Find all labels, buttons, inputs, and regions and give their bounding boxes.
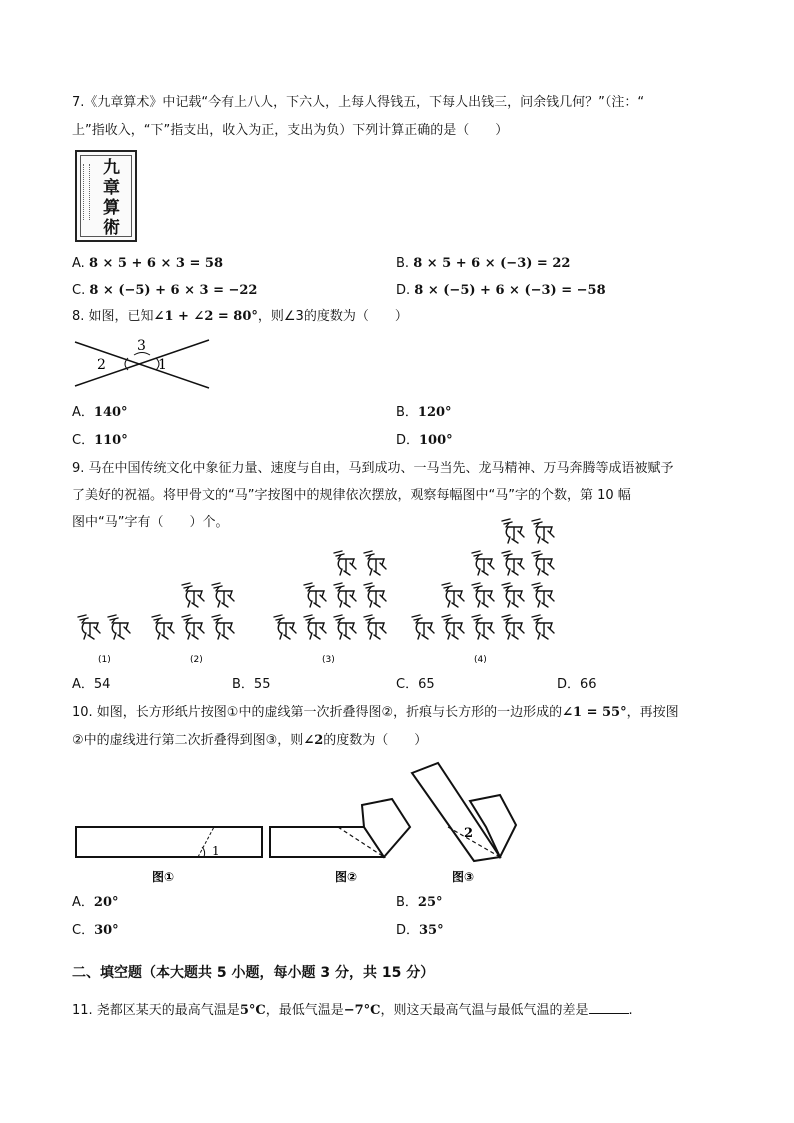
angle-label-2: 2 xyxy=(464,826,474,841)
option-label: A． xyxy=(72,405,94,420)
horse-glyph xyxy=(472,551,494,575)
option-label: B． xyxy=(232,677,254,692)
q10-math-b: ∠2 xyxy=(303,733,324,748)
q10-option-d[interactable] xyxy=(396,921,444,941)
option-label: A． xyxy=(72,677,94,692)
option-label: D. xyxy=(396,283,415,298)
q10-stem-line1 xyxy=(72,703,679,723)
q11-stem xyxy=(72,1001,633,1021)
horse-glyph xyxy=(442,583,464,607)
figure-label-2: 图② xyxy=(335,870,358,884)
horse-glyph xyxy=(152,615,174,639)
q8-option-c[interactable] xyxy=(72,431,128,451)
q7-option-c[interactable] xyxy=(72,281,257,301)
figure-1-rectangle xyxy=(76,827,262,857)
option-value: 110° xyxy=(94,433,128,448)
option-expr: 8 × (−5) + 6 × (−3) = −58 xyxy=(414,283,606,298)
q9-stem-line3: 图中“马”字有（ ）个。 xyxy=(72,515,229,530)
q10-text-c: ②中的虚线进行第二次折叠得到图③，则 xyxy=(72,733,304,748)
option-value: 120° xyxy=(417,405,452,420)
q9-stem-line2: 了美好的祝福。将甲骨文的“马”字按图中的规律依次摆放，观察每幅图中“马”字的个数，第 10 幅 xyxy=(72,488,631,503)
horse-glyph xyxy=(334,583,356,607)
section-2-title: 二、填空题（本大题共 5 小题，每小题 3 分，共 15 分） xyxy=(72,965,435,981)
figure-label-3: (3) xyxy=(322,655,335,665)
figure-label-1: 图① xyxy=(152,870,175,884)
q8-option-d[interactable] xyxy=(396,431,453,451)
horse-glyph xyxy=(364,583,386,607)
option-label: C． xyxy=(396,677,419,692)
figure-1-angle-arc xyxy=(202,847,205,857)
horse-glyph xyxy=(502,551,524,575)
q8-stem xyxy=(72,307,408,327)
option-label: C. xyxy=(72,283,90,298)
option-label: B． xyxy=(396,405,418,420)
angle-label-2: 2 xyxy=(97,357,106,373)
horse-glyph xyxy=(108,615,130,639)
horse-glyph xyxy=(334,551,356,575)
q10-option-a[interactable] xyxy=(72,893,119,913)
q8-stem-text-b: ，则∠3的度数为（ ） xyxy=(257,309,408,324)
option-value: 140° xyxy=(93,405,128,420)
q8-intersecting-lines-figure xyxy=(72,334,222,394)
horse-glyph xyxy=(472,583,494,607)
q8-option-b[interactable] xyxy=(396,403,452,423)
horse-glyph xyxy=(532,583,554,607)
q10-text-d: 的度数为（ ） xyxy=(323,733,428,748)
angle-label-3: 3 xyxy=(137,338,146,354)
option-label: C． xyxy=(72,433,95,448)
q9-stem-line1: 9. 马在中国传统文化中象征力量、速度与自由，马到成功、一马当先、龙马精神、万马奔腾等成语被赋予 xyxy=(72,461,674,476)
horse-glyph xyxy=(502,615,524,639)
horse-glyph xyxy=(78,615,100,639)
horse-glyph xyxy=(532,615,554,639)
q11-math-a: 5°C xyxy=(239,1003,266,1018)
figure-label-3: 图③ xyxy=(452,870,475,884)
option-expr: 8 × 5 + 6 × 3 = 58 xyxy=(88,256,223,271)
figure-label-1: (1) xyxy=(98,655,111,665)
option-value: 55 xyxy=(253,677,271,692)
figure-2-folded-part xyxy=(362,799,410,857)
horse-glyph xyxy=(532,551,554,575)
horse-glyph xyxy=(182,615,204,639)
option-label: A． xyxy=(72,895,94,910)
q7-stem-line1: 7.《九章算术》中记载“今有上八人，下六人，上每人得钱五，下每人出钱三，问余钱几何？”（注：“ xyxy=(72,95,645,110)
q8-option-a[interactable] xyxy=(72,403,128,423)
q10-text-a: 10. 如图，长方形纸片按图①中的虚线第一次折叠得图②，折痕与长方形的一边形成的 xyxy=(72,705,563,720)
option-label: A. xyxy=(72,256,89,271)
horse-glyph xyxy=(182,583,204,607)
horse-glyph xyxy=(364,615,386,639)
q10-text-b: ，再按图 xyxy=(626,705,679,720)
option-value: 30° xyxy=(94,923,119,938)
q9-option-d[interactable] xyxy=(557,675,597,695)
horse-glyph xyxy=(334,615,356,639)
horse-glyph xyxy=(472,615,494,639)
q7-option-a[interactable] xyxy=(72,254,223,274)
option-value: 35° xyxy=(419,923,444,938)
figure-label-2: (2) xyxy=(190,655,203,665)
option-label: B. xyxy=(396,256,414,271)
horse-glyph xyxy=(412,615,434,639)
horse-glyph xyxy=(502,519,524,543)
q10-option-c[interactable] xyxy=(72,921,119,941)
option-value: 54 xyxy=(93,677,111,692)
option-value: 65 xyxy=(418,677,435,692)
horse-glyph xyxy=(212,583,234,607)
jiuzhang-suanshu-book-image xyxy=(75,150,137,242)
q9-horse-pattern-figure xyxy=(0,535,794,670)
horse-glyph xyxy=(274,615,296,639)
horse-glyph xyxy=(304,583,326,607)
q7-option-d[interactable] xyxy=(396,281,606,301)
horse-glyph xyxy=(442,615,464,639)
option-value: 100° xyxy=(419,433,453,448)
option-label: D． xyxy=(557,677,581,692)
q7-option-b[interactable] xyxy=(396,254,570,274)
horse-glyph xyxy=(532,519,554,543)
q10-stem-line2 xyxy=(72,731,427,751)
option-value: 25° xyxy=(417,895,443,910)
q11-text-c: ，则这天最高气温与最低气温的差是 xyxy=(380,1003,589,1018)
q10-paper-folding-figure xyxy=(0,755,794,890)
q8-stem-math: ∠1 + ∠2 = 80° xyxy=(153,309,258,324)
q11-text-b: ，最低气温是 xyxy=(265,1003,344,1018)
option-label: B． xyxy=(396,895,418,910)
option-expr: 8 × (−5) + 6 × 3 = −22 xyxy=(89,283,258,298)
angle-label-1: 1 xyxy=(212,844,220,858)
horse-glyph xyxy=(212,615,234,639)
option-label: D． xyxy=(396,433,420,448)
q11-math-b: −7°C xyxy=(343,1003,381,1018)
q11-answer-blank[interactable] xyxy=(589,1001,629,1014)
figure-label-4: (4) xyxy=(474,655,487,665)
option-label: D． xyxy=(396,923,420,938)
option-value: 66 xyxy=(580,677,597,692)
horse-glyph xyxy=(364,551,386,575)
option-value: 20° xyxy=(93,895,119,910)
option-label: C． xyxy=(72,923,95,938)
horse-glyph xyxy=(502,583,524,607)
angle-label-1: 1 xyxy=(158,357,167,373)
q9-option-a[interactable] xyxy=(72,675,110,695)
book-title-text: 九章算術 xyxy=(103,158,120,238)
q10-option-b[interactable] xyxy=(396,893,443,913)
q9-option-b[interactable] xyxy=(232,675,270,695)
q8-stem-text: 8. 如图，已知 xyxy=(72,309,154,324)
q9-option-c[interactable] xyxy=(396,675,435,695)
q7-stem-line2: 上”指收入，“下”指支出，收入为正，支出为负）下列计算正确的是（ ） xyxy=(72,123,509,138)
option-expr: 8 × 5 + 6 × (−3) = 22 xyxy=(413,256,571,271)
horse-glyph xyxy=(304,615,326,639)
q11-text-d: . xyxy=(628,1003,633,1018)
q10-math-a: ∠1 = 55° xyxy=(562,705,627,720)
q11-text-a: 11. 尧都区某天的最高气温是 xyxy=(72,1003,240,1018)
